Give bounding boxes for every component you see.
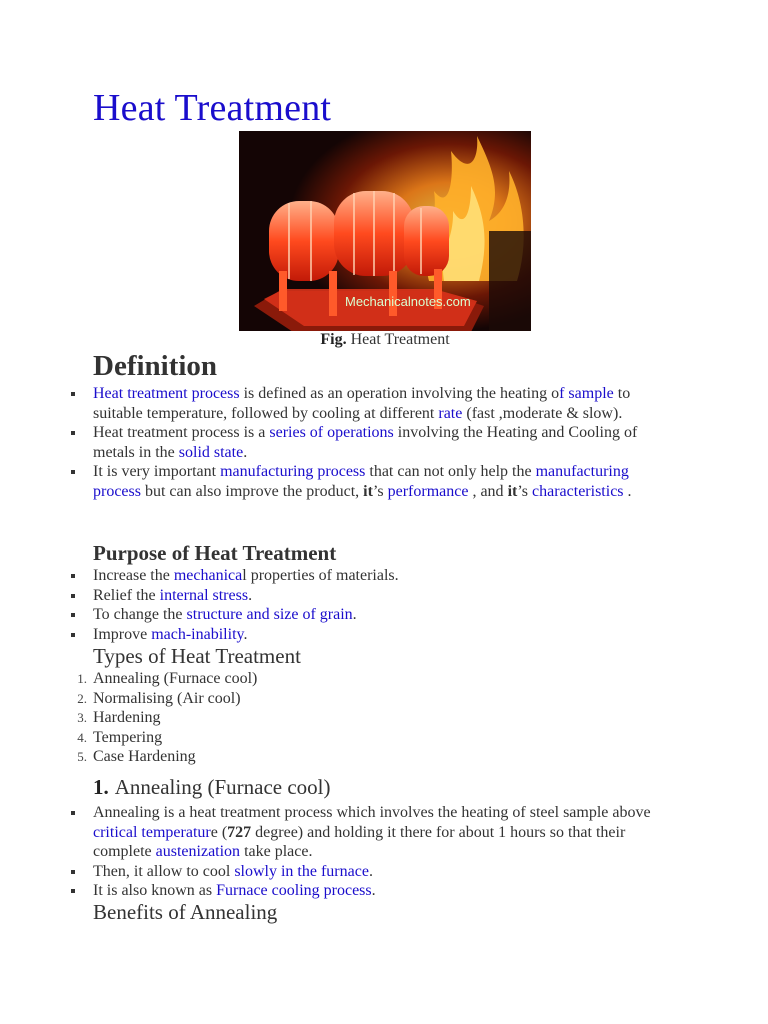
figure-caption-text: Heat Treatment [350, 331, 450, 348]
text-segment: take place. [240, 843, 313, 861]
list-item [93, 605, 673, 625]
types-list-item [77, 728, 673, 748]
text-segment: . [352, 606, 357, 624]
text-segment: Improve [93, 625, 152, 643]
list-text: Annealing (Furnace cool) [93, 670, 258, 687]
figure-caption [239, 331, 531, 349]
figure-caption-label: Fig. [320, 331, 347, 348]
inline-link[interactable]: Furnace cooling process [216, 882, 372, 900]
list-number: 1. [77, 671, 87, 686]
list-number: 5. [77, 749, 87, 765]
types-list [77, 669, 673, 767]
text-segment: . [623, 482, 632, 500]
benefits-heading: Benefits of Annealing [93, 900, 278, 924]
types-list-item [77, 669, 673, 689]
text-segment: l properties of materials. [242, 567, 399, 584]
inline-link[interactable]: characteristics [532, 482, 624, 500]
inline-link[interactable]: series of operations [269, 424, 394, 442]
types-heading: Types of Heat Treatment [93, 644, 301, 668]
list-item [93, 862, 683, 882]
list-item [93, 566, 673, 586]
list-text: Case Hardening [93, 748, 196, 766]
text-segment: Heat treatment process is a [93, 424, 270, 442]
text-segment: ’s [372, 482, 388, 500]
inline-link[interactable]: austenization [155, 843, 241, 861]
inline-link[interactable]: f [559, 385, 565, 402]
text-segment: degree) and holding it there for about 1 hours so that their complete [93, 823, 626, 861]
purpose-heading: Purpose of Heat Treatment [93, 541, 337, 565]
inline-link[interactable]: manufacturing process [93, 463, 629, 500]
bold-text: it [507, 482, 518, 500]
text-segment: Annealing is a heat treatment process which involves the heating of steel sample above [93, 804, 651, 821]
heat-treatment-figure [239, 131, 531, 331]
inline-link[interactable]: mach-inability [151, 625, 244, 643]
definition-heading: Definition [93, 350, 218, 382]
bold-text: 727 [227, 823, 252, 841]
text-segment: that can not only help the [365, 463, 536, 481]
list-item [93, 586, 673, 606]
definition-list [93, 384, 673, 502]
inline-link[interactable]: rate [438, 404, 463, 422]
inline-link[interactable]: sample [568, 385, 614, 402]
inline-link[interactable]: performance [387, 482, 469, 500]
list-item [93, 625, 673, 645]
text-segment: It is also known as [93, 882, 217, 900]
list-text: Tempering [93, 728, 163, 746]
text-segment: to suitable temperature, followed by cooling at different [93, 385, 631, 422]
furnace-image [239, 131, 531, 331]
types-list-item [77, 689, 673, 709]
text-segment: but can also improve the product, [140, 482, 364, 500]
list-number: 2. [77, 690, 87, 706]
text-segment: (fast ,moderate & slow). [462, 404, 623, 422]
list-item [93, 384, 673, 423]
list-number: 3. [77, 710, 87, 726]
list-item [93, 881, 683, 901]
inline-link[interactable]: solid state [178, 443, 244, 461]
inline-link[interactable]: manufacturing process [220, 463, 366, 481]
inline-link[interactable]: internal stress [159, 586, 249, 604]
list-item [93, 803, 683, 862]
annealing-list [93, 803, 683, 901]
text-segment: . [371, 882, 376, 900]
inline-link[interactable]: Heat treatment process [93, 385, 240, 402]
text-segment: Relief the [93, 586, 160, 604]
text-segment: , and [468, 482, 508, 500]
purpose-list [93, 566, 673, 644]
text-segment: . [243, 625, 248, 643]
text-segment: is defined as an operation involving the heating o [239, 385, 560, 402]
text-segment: To change the [93, 606, 187, 624]
text-segment: . [368, 862, 373, 880]
page-title: Heat Treatment [93, 87, 332, 129]
list-text: Hardening [93, 709, 161, 727]
text-segment: e ( [210, 823, 228, 841]
types-list-item [77, 708, 673, 728]
inline-link[interactable]: mechanica [173, 567, 243, 584]
list-item [93, 462, 673, 501]
annealing-heading-text: Annealing (Furnace cool) [114, 775, 331, 799]
figure-watermark: Mechanicalnotes.com [345, 294, 471, 309]
text-segment: It is very important [93, 463, 221, 481]
text-segment: . [248, 586, 253, 604]
inline-link[interactable]: structure and size of grain [186, 606, 353, 624]
annealing-heading [93, 775, 331, 800]
text-segment: involving the Heating and Cooling of metals in the [93, 424, 638, 461]
text-segment: Then, it allow to cool [93, 862, 235, 880]
inline-link[interactable]: critical temperatur [93, 823, 211, 841]
list-item [93, 423, 673, 462]
bold-text: it [363, 482, 373, 500]
text-segment: Increase the [93, 567, 174, 584]
text-segment: ’s [517, 482, 533, 500]
inline-link[interactable]: slowly in the furnace [234, 862, 369, 880]
annealing-number: 1. [93, 775, 109, 799]
list-text: Normalising (Air cool) [93, 689, 241, 707]
text-segment: . [243, 443, 248, 461]
list-number: 4. [77, 729, 87, 745]
types-list-item [77, 747, 673, 767]
